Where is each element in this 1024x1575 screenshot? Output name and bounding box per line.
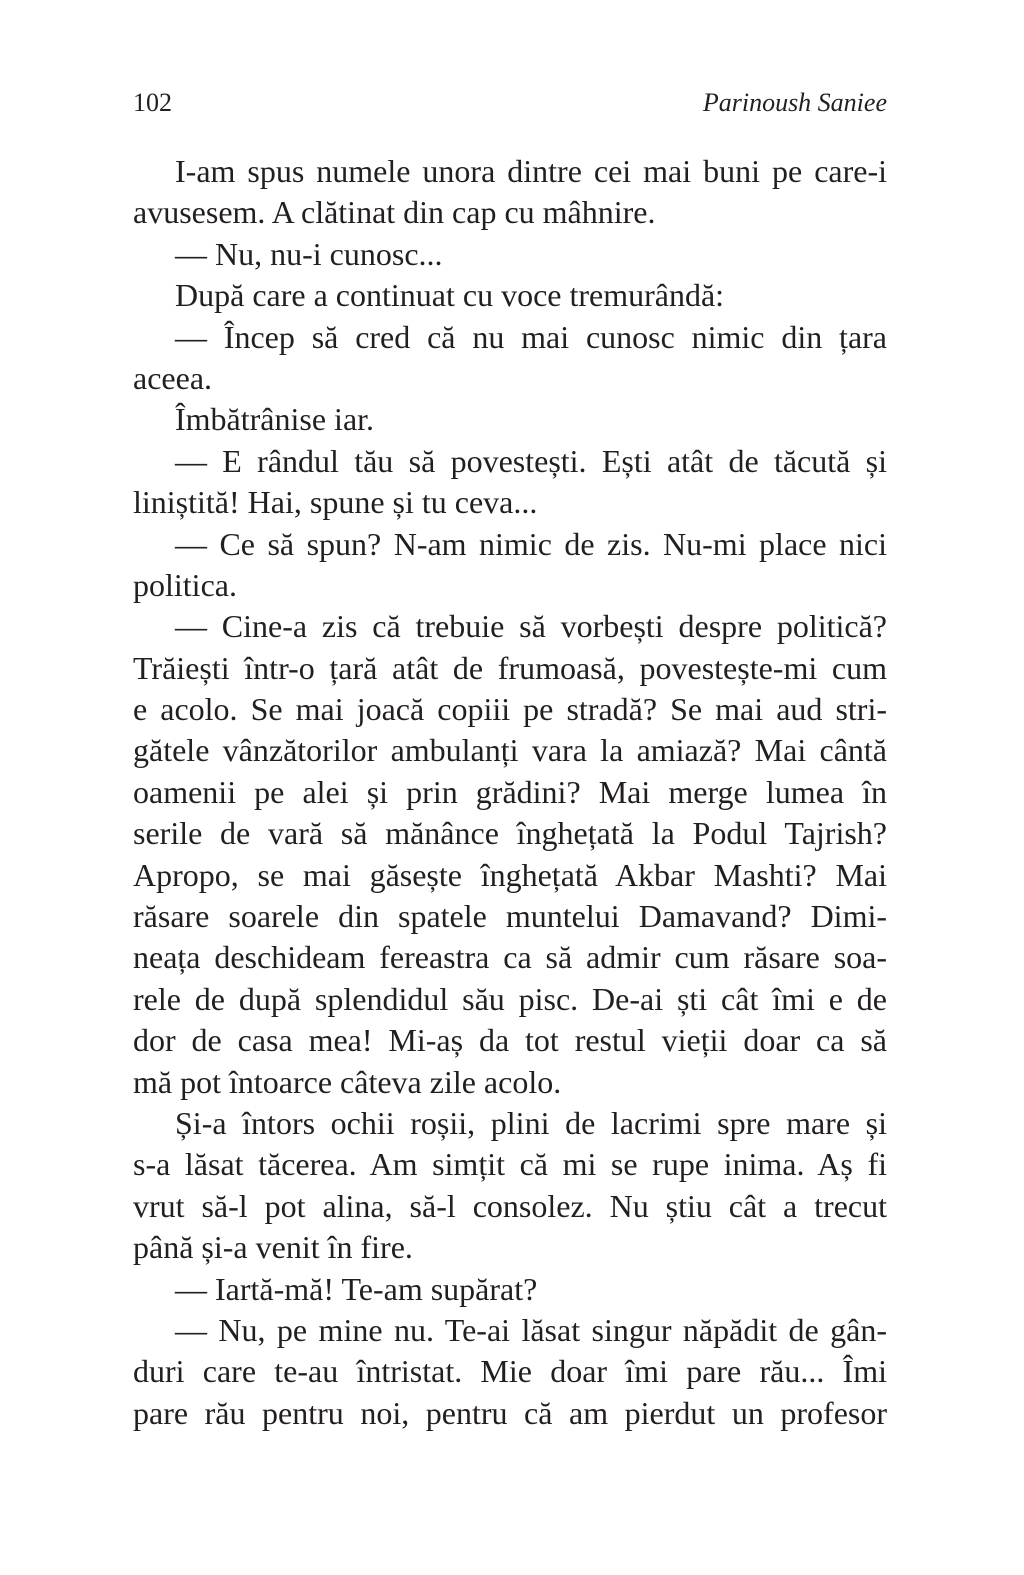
text-line: — Iartă-mă! Te-am supărat? (175, 1270, 538, 1307)
paragraph (133, 606, 887, 1103)
text-line: liniștită! Hai, spune și tu ceva... (133, 484, 538, 521)
text-line: Și-a întors ochii roșii, plini de lacrimi spre mare și (175, 1104, 887, 1141)
text-line: până și-a venit în fire. (133, 1229, 413, 1266)
text-line: — Nu, pe mine nu. Te-ai lăsat singur năpădit de gân- (175, 1311, 887, 1348)
text-line: — Cine-a zis că trebuie să vorbești despre politică? (175, 608, 887, 645)
text-line: gătele vânzătorilor ambulanți vara la amiază? Mai cântă (133, 732, 887, 769)
text-line: răsare soarele din spatele muntelui Damavand? Dimi- (133, 898, 887, 935)
text-line: oamenii pe alei și prin grădini? Mai merge lumea în (133, 773, 887, 810)
paragraph (133, 151, 887, 234)
paragraph (133, 1269, 887, 1310)
text-line: serile de vară să mănânce înghețată la Podul Tajrish? (133, 815, 887, 852)
paragraph (133, 524, 887, 607)
text-line: dor de casa mea! Mi-aș da tot restul vieții doar ca să (133, 1022, 887, 1059)
text-line: rele de după splendidul său pisc. De-ai ști cât îmi e de (133, 980, 887, 1017)
paragraph (133, 399, 887, 440)
paragraph (133, 1310, 887, 1434)
paragraph (133, 1103, 887, 1269)
text-line: neața deschideam fereastra ca să admir cum răsare soa- (133, 939, 887, 976)
text-line: — Nu, nu-i cunosc... (175, 235, 443, 272)
text-line: mă pot întoarce câteva zile acolo. (133, 1063, 562, 1100)
text-line: — Ce să spun? N-am nimic de zis. Nu-mi place nici (175, 525, 887, 562)
text-line: Îmbătrânise iar. (175, 401, 375, 438)
text-line: e acolo. Se mai joacă copiii pe stradă? Se mai aud stri- (133, 691, 887, 728)
paragraph (133, 317, 887, 400)
paragraph (133, 441, 887, 524)
page-number: 102 (133, 88, 172, 117)
text-line: După care a continuat cu voce tremurândă: (175, 277, 725, 314)
text-line: aceea. (133, 359, 213, 396)
text-line: — E rândul tău să povestești. Ești atât de tăcută și (175, 442, 887, 479)
running-head-author: Parinoush Saniee (702, 88, 887, 117)
paragraph (133, 275, 887, 316)
text-line: duri care te-au întristat. Mie doar îmi pare rău... Îmi (133, 1353, 887, 1390)
text-line: Apropo, se mai găsește înghețată Akbar Mashti? Mai (133, 856, 887, 893)
paragraph (133, 234, 887, 275)
text-line: — Încep să cred că nu mai cunosc nimic din țara (175, 318, 887, 355)
running-header (133, 88, 887, 118)
text-line: s-a lăsat tăcerea. Am simțit că mi se rupe inima. Aș fi (133, 1146, 887, 1183)
text-line: pare rău pentru noi, pentru că am pierdut un profesor (133, 1394, 887, 1431)
text-line: Trăiești într-o țară atât de frumoasă, povestește-mi cum (133, 649, 887, 686)
text-line: I-am spus numele unora dintre cei mai buni pe care-i (175, 153, 887, 189)
body-text (133, 151, 887, 1434)
text-line: avusesem. A clătinat din cap cu mâhnire. (133, 194, 656, 231)
text-line: vrut să-l pot alina, să-l consolez. Nu știu cât a trecut (133, 1187, 887, 1224)
text-line: politica. (133, 566, 237, 603)
